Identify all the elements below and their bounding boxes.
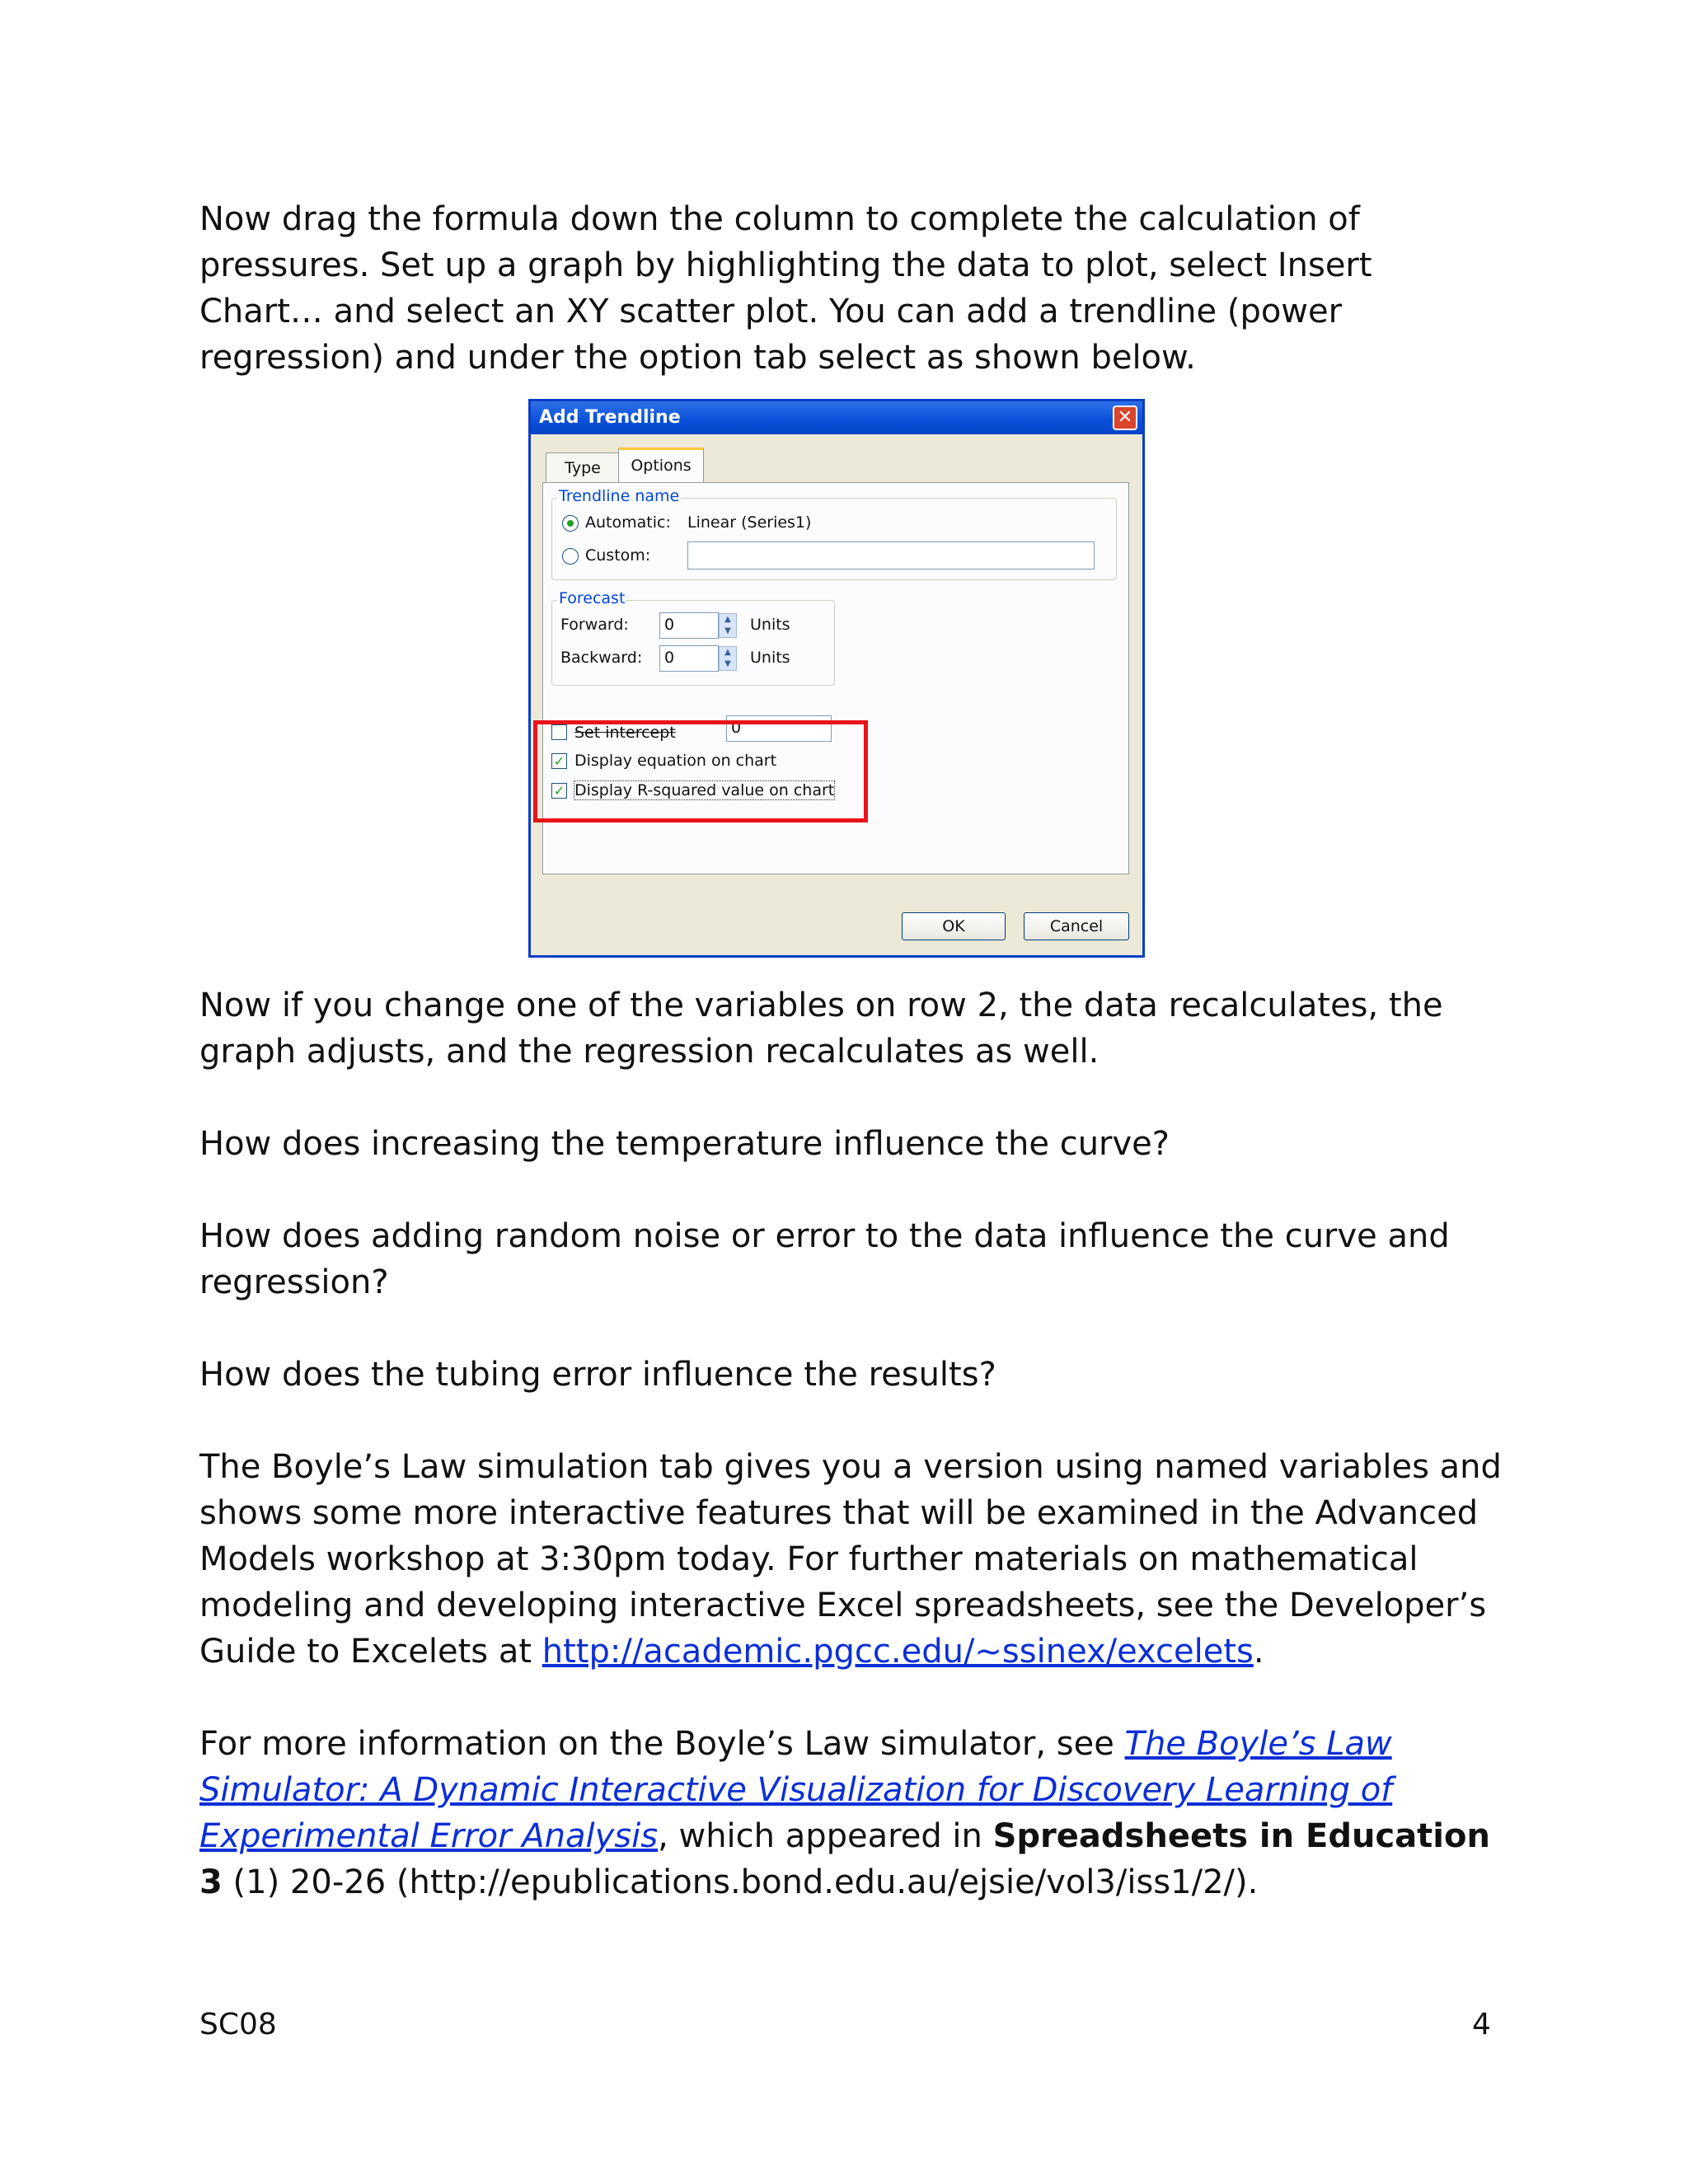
backward-input[interactable]: 0 (659, 645, 719, 672)
page-number: 4 (1472, 2008, 1491, 2041)
ok-button[interactable]: OK (902, 912, 1006, 940)
article-link[interactable]: The Boyle’s Law Simulator: A Dynamic Interactive Visualization for Discovery Learning of Experimental Error Analysis (199, 1725, 1393, 1855)
more-info-paragraph (199, 1721, 1502, 1905)
question-noise: How does adding random noise or error to the data influence the curve and regression? (199, 1217, 1450, 1301)
more-info-mid: , which appeared in (658, 1817, 993, 1855)
display-rsquared-label: Display R-squared value on chart (574, 781, 835, 799)
close-icon[interactable]: ✕ (1113, 405, 1137, 430)
question-tubing: How does the tubing error influence the results? (199, 1356, 996, 1394)
display-rsquared-checkbox[interactable]: ✓ (551, 783, 567, 799)
spin-down-icon: ▼ (724, 626, 731, 635)
excelets-link[interactable]: http://academic.pgcc.edu/~ssinex/excelets (542, 1633, 1254, 1671)
display-equation-checkbox[interactable]: ✓ (551, 753, 567, 769)
simulation-end: . (1253, 1633, 1264, 1671)
backward-label: Backward: (560, 649, 643, 667)
spin-down-icon: ▼ (724, 659, 731, 668)
automatic-value: Linear (Series1) (687, 513, 812, 532)
set-intercept-label: Set intercept (574, 724, 676, 742)
forward-input[interactable]: 0 (659, 612, 719, 639)
display-equation-label: Display equation on chart (574, 752, 777, 770)
backward-spinner[interactable] (719, 646, 737, 671)
trendline-name-group (551, 487, 1117, 580)
trendline-name-group-label: Trendline name (559, 487, 680, 505)
forecast-group-label: Forecast (559, 589, 626, 607)
forward-spinner[interactable] (719, 613, 737, 638)
set-intercept-input[interactable]: 0 (726, 715, 832, 742)
add-trendline-dialog (528, 399, 1145, 958)
more-info-end: (1) 20-26 (http://epublications.bond.edu.au/ejsie/vol3/iss1/2/). (222, 1863, 1259, 1901)
red-highlight-box (533, 720, 868, 823)
recalculation-paragraph: Now if you change one of the variables on row 2, the data recalculates, the graph adjusts, and the regression recalculates as well. (199, 987, 1443, 1071)
custom-name-input[interactable] (687, 541, 1095, 569)
simulation-paragraph (199, 1444, 1502, 1675)
forecast-group (551, 589, 835, 686)
custom-label: Custom: (585, 546, 651, 565)
cancel-button[interactable]: Cancel (1024, 912, 1129, 940)
simulation-text: The Boyle’s Law simulation tab gives you a version using named variables and shows some more interactive features that will be examined in the Advanced Models workshop at 3:30pm today. For further materials on mathematical modeling and developing interactive Excel spreadsheets, see the Developer’s Guide to Excelets at (199, 1448, 1502, 1671)
intro-paragraph: Now drag the formula down the column to complete the calculation of pressures. Set up a graph by highlighting the data to plot, select Insert Chart… and select an XY scatter plot. You can add a trendline (power regression) and under the option tab select as shown below. (199, 200, 1372, 377)
forward-units-label: Units (750, 616, 790, 634)
more-info-text: For more information on the Boyle’s Law simulator, see (199, 1725, 1125, 1763)
question-temperature: How does increasing the temperature influence the curve? (199, 1125, 1170, 1163)
custom-radio[interactable] (562, 548, 579, 565)
dialog-title: Add Trendline (531, 401, 1142, 434)
tab-type[interactable]: Type (546, 452, 620, 482)
backward-units-label: Units (750, 649, 790, 667)
spin-up-icon: ▲ (724, 648, 731, 657)
automatic-label: Automatic: (585, 513, 671, 532)
footer-left: SC08 (199, 2008, 277, 2041)
spin-up-icon: ▲ (724, 615, 731, 624)
journal-title: Spreadsheets in Education 3 (199, 1817, 1490, 1901)
forward-label: Forward: (560, 616, 629, 634)
automatic-radio[interactable] (562, 515, 579, 532)
tab-options[interactable]: Options (618, 448, 704, 484)
